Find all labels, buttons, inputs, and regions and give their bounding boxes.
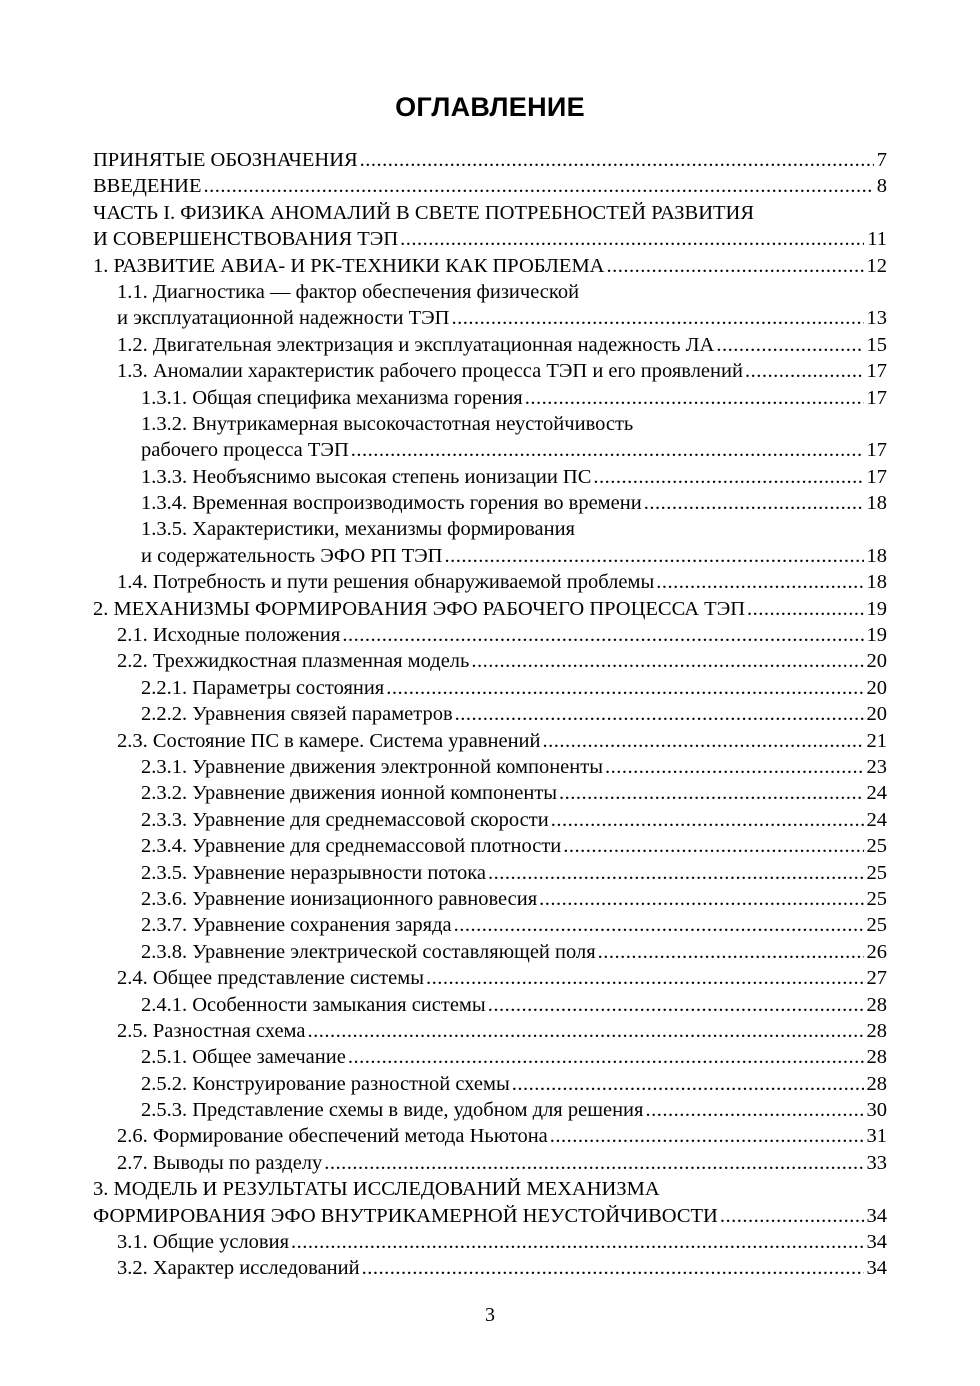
dot-leader (716, 332, 863, 358)
dot-leader (451, 305, 863, 331)
toc-entry (0, 173, 887, 199)
toc-entry-title: 1.2. Двигательная электризация и эксплуатационная надежность ЛА (117, 333, 715, 356)
toc-entry-page: 25 (866, 914, 887, 937)
toc-entry-page: 28 (866, 1019, 887, 1042)
toc-entry-page: 12 (866, 254, 887, 277)
toc-entry-title: 2.3.1. Уравнение движения электронной компоненты (141, 755, 603, 778)
toc-entry-title: 2.3. Состояние ПС в камере. Система уравнений (117, 729, 541, 752)
toc-entry-page: 26 (866, 940, 887, 963)
toc-entry-title: 1.3.3. Необъяснимо высокая степень ионизации ПС (141, 465, 592, 488)
toc-entry (0, 253, 887, 279)
toc-entry-page: 24 (866, 782, 887, 805)
toc-entry-page: 28 (866, 993, 887, 1016)
toc-entry-title: 2.5.1. Общее замечание (141, 1046, 346, 1069)
toc-entry (0, 1255, 887, 1281)
dot-leader (606, 253, 863, 279)
toc-entry-page: 19 (866, 624, 887, 647)
toc-entry (0, 490, 887, 516)
dot-leader (455, 701, 864, 727)
toc-entry-page: 13 (866, 307, 887, 330)
toc-entry-title: 2.3.6. Уравнение ионизационного равновесия (141, 887, 538, 910)
toc-entry-title: 1.3. Аномалии характеристик рабочего процесса ТЭП и его проявлений (117, 360, 743, 383)
toc-entry-title: ФОРМИРОВАНИЯ ЭФО ВНУТРИКАМЕРНОЙ НЕУСТОЙЧИВОСТИ (93, 1204, 718, 1227)
toc-entry (0, 569, 887, 595)
toc-entry-page: 33 (866, 1151, 887, 1174)
dot-leader (593, 464, 863, 490)
toc-entry (0, 147, 887, 173)
toc-entry (0, 1044, 887, 1070)
toc-entry (0, 648, 887, 674)
toc-entry-title: 1. РАЗВИТИЕ АВИА- И РК-ТЕХНИКИ КАК ПРОБЛЕМА (93, 254, 605, 277)
toc-entry (0, 701, 887, 727)
toc-entry-title: 2.3.7. Уравнение сохранения заряда (141, 914, 452, 937)
toc-entry-title: 2.3.4. Уравнение для среднемассовой плотности (141, 835, 562, 858)
toc-entry-title: 1.1. Диагностика — фактор обеспечения физической (117, 280, 580, 303)
toc-entry-page: 28 (866, 1072, 887, 1095)
dot-leader (539, 886, 863, 912)
toc-entry-title: 2. МЕХАНИЗМЫ ФОРМИРОВАНИЯ ЭФО РАБОЧЕГО ПРОЦЕССА ТЭП (93, 597, 746, 620)
dot-leader (360, 147, 874, 173)
toc-entry-title: 2.2.2. Уравнения связей параметров (141, 703, 453, 726)
dot-leader (605, 754, 864, 780)
toc-entry (0, 807, 887, 833)
dot-leader (747, 596, 863, 622)
toc-entry (0, 596, 887, 622)
toc-entry-title: 2.3.8. Уравнение электрической составляющей поля (141, 940, 596, 963)
toc-entry (0, 516, 980, 542)
dot-leader (400, 226, 864, 252)
toc-entry-page: 17 (866, 360, 887, 383)
toc-entry (0, 886, 887, 912)
dot-leader (426, 965, 864, 991)
toc-entry-title: 1.3.1. Общая специфика механизма горения (141, 386, 523, 409)
toc-entry (0, 728, 887, 754)
toc-entry (0, 1071, 887, 1097)
toc-entry (0, 1018, 887, 1044)
dot-leader (348, 1044, 864, 1070)
dot-leader (720, 1203, 864, 1229)
toc-entry (0, 437, 887, 463)
dot-leader (488, 860, 864, 886)
toc-entry-page: 34 (866, 1231, 887, 1254)
toc-entry-page: 17 (866, 439, 887, 462)
toc-entry (0, 464, 887, 490)
toc-entry (0, 385, 887, 411)
toc-entry (0, 622, 887, 648)
toc-entry-title: 2.2.1. Параметры состояния (141, 676, 385, 699)
toc-entry-title: 3. МОДЕЛЬ И РЕЗУЛЬТАТЫ ИССЛЕДОВАНИЙ МЕХАНИЗМА (93, 1178, 660, 1201)
dot-leader (550, 1123, 864, 1149)
toc-entry-title: ПРИНЯТЫЕ ОБОЗНАЧЕНИЯ (93, 149, 358, 171)
toc-entry-page: 8 (876, 175, 887, 198)
toc-entry-page: 34 (866, 1204, 887, 1227)
toc-entry-title: 1.4. Потребность и пути решения обнаруживаемой проблемы (117, 571, 655, 594)
toc-entry-title: 2.5.3. Представление схемы в виде, удобном для решения (141, 1099, 644, 1122)
dot-leader (551, 807, 864, 833)
toc-entry (0, 332, 887, 358)
toc-entry-page: 18 (866, 492, 887, 515)
toc-entry-title: 2.6. Формирование обеспечений метода Ньютона (117, 1125, 548, 1148)
toc-entry-page: 25 (866, 861, 887, 884)
dot-leader (644, 490, 864, 516)
dot-leader (324, 1150, 863, 1176)
dot-leader (563, 833, 863, 859)
dot-leader (471, 648, 863, 674)
dot-leader (307, 1018, 863, 1044)
dot-leader (543, 728, 864, 754)
toc-entry (0, 411, 980, 437)
dot-leader (444, 543, 863, 569)
toc-entry-page: 30 (866, 1099, 887, 1122)
toc-entry-title: 1.3.4. Временная воспроизводимость горения во времени (141, 492, 642, 515)
toc-entry (0, 833, 887, 859)
toc-entry-title: 2.5. Разностная схема (117, 1019, 306, 1042)
toc-entry-title: 2.3.3. Уравнение для среднемассовой скорости (141, 808, 549, 831)
toc-entry (0, 279, 980, 305)
toc-entry (0, 912, 887, 938)
toc-entry (0, 992, 887, 1018)
dot-leader (525, 385, 864, 411)
toc-entry (0, 1229, 887, 1255)
toc-entry-page: 18 (866, 544, 887, 567)
toc-entry-title: 2.3.2. Уравнение движения ионной компоненты (141, 782, 558, 805)
toc-entry-title: и эксплуатационной надежности ТЭП (117, 307, 450, 330)
toc-entry-page: 28 (866, 1046, 887, 1069)
toc-entry-page: 24 (866, 808, 887, 831)
toc-entry-page: 17 (866, 465, 887, 488)
toc-entry-page: 18 (866, 571, 887, 594)
toc-entry-page: 17 (866, 386, 887, 409)
toc-entry-page: 23 (866, 755, 887, 778)
toc-entry-title: 2.3.5. Уравнение неразрывности потока (141, 861, 486, 884)
toc-entry-page: 20 (866, 650, 887, 673)
toc-entry (0, 305, 887, 331)
toc-entry-title: рабочего процесса ТЭП (141, 439, 349, 462)
dot-leader (656, 569, 863, 595)
toc-entry-title: и содержательность ЭФО РП ТЭП (141, 544, 443, 567)
toc-entry (0, 226, 887, 252)
dot-leader (488, 992, 864, 1018)
toc-entry-page: 31 (866, 1125, 887, 1148)
toc-entry-title: И СОВЕРШЕНСТВОВАНИЯ ТЭП (93, 228, 399, 251)
toc-entry (0, 965, 887, 991)
toc-entry (0, 543, 887, 569)
toc-entry (0, 780, 887, 806)
toc-entry-page: 11 (867, 228, 887, 251)
toc-entry-page: 20 (866, 703, 887, 726)
toc-entry-title: ЧАСТЬ I. ФИЗИКА АНОМАЛИЙ В СВЕТЕ ПОТРЕБНОСТЕЙ РАЗВИТИЯ (93, 201, 755, 224)
toc-entry-title: 1.3.5. Характеристики, механизмы формирования (141, 518, 575, 541)
toc-entry (0, 1203, 887, 1229)
page-number: 3 (485, 1304, 495, 1326)
toc-entry (0, 754, 887, 780)
dot-leader (645, 1097, 863, 1123)
toc-entry-title: 2.2. Трехжидкостная плазменная модель (117, 650, 470, 673)
dot-leader (204, 173, 874, 199)
toc-entry-page: 19 (866, 597, 887, 620)
dot-leader (351, 437, 864, 463)
toc-entry (0, 1123, 887, 1149)
toc-entry-page: 7 (876, 149, 887, 171)
toc-entry-page: 15 (866, 333, 887, 356)
dot-leader (362, 1255, 864, 1281)
dot-leader (386, 675, 863, 701)
dot-leader (512, 1071, 864, 1097)
toc-entry-page: 34 (866, 1257, 887, 1280)
toc-entry (0, 358, 887, 384)
dot-leader (291, 1229, 864, 1255)
toc-entry (0, 1097, 887, 1123)
toc-entry (0, 860, 887, 886)
toc-entry (0, 939, 887, 965)
toc-entry-page: 25 (866, 835, 887, 858)
toc-entry-page: 21 (866, 729, 887, 752)
toc-entry-title: 1.3.2. Внутрикамерная высокочастотная неустойчивость (141, 412, 634, 435)
toc-entry-title: 2.7. Выводы по разделу (117, 1151, 323, 1174)
dot-leader (454, 912, 864, 938)
toc-entry-page: 20 (866, 676, 887, 699)
dot-leader (598, 939, 864, 965)
toc-entry (0, 1176, 980, 1202)
table-of-contents (0, 147, 980, 1282)
toc-entry-title: 2.1. Исходные положения (117, 624, 341, 647)
toc-entry-title: 2.5.2. Конструирование разностной схемы (141, 1072, 510, 1095)
toc-entry (0, 1150, 887, 1176)
dot-leader (559, 780, 863, 806)
dot-leader (745, 358, 864, 384)
page-title: ОГЛАВЛЕНИЕ (395, 92, 585, 122)
toc-entry-page: 27 (866, 967, 887, 990)
dot-leader (342, 622, 863, 648)
toc-entry-title: 3.1. Общие условия (117, 1231, 289, 1254)
toc-entry-title: 2.4. Общее представление системы (117, 967, 424, 990)
toc-entry-title: 3.2. Характер исследований (117, 1257, 360, 1280)
toc-entry-title: ВВЕДЕНИЕ (93, 175, 202, 198)
toc-entry (0, 200, 980, 226)
toc-entry (0, 675, 887, 701)
toc-entry-title: 2.4.1. Особенности замыкания системы (141, 993, 486, 1016)
toc-entry-page: 25 (866, 887, 887, 910)
